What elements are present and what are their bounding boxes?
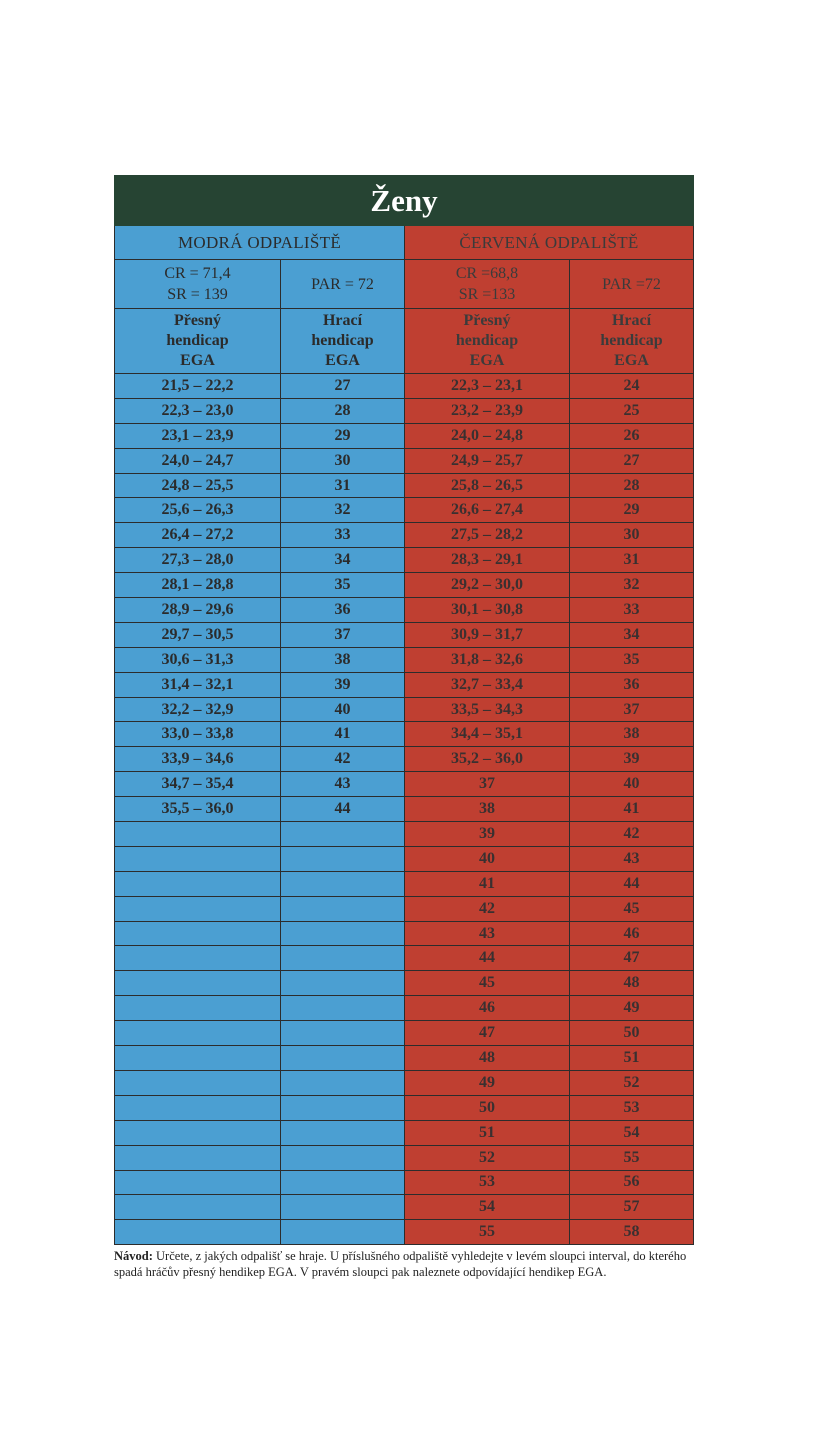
red-exact-handicap-cell: 33,5 – 34,3 <box>405 697 570 722</box>
red-exact-handicap-cell: 24,9 – 25,7 <box>405 448 570 473</box>
red-playing-handicap-cell: 50 <box>570 1021 694 1046</box>
table-row <box>115 747 694 772</box>
blue-playing-handicap-cell <box>281 1145 405 1170</box>
table-title: Ženy <box>115 176 694 226</box>
red-playing-handicap-cell: 40 <box>570 772 694 797</box>
red-playing-handicap-cell: 45 <box>570 896 694 921</box>
table-row <box>115 374 694 399</box>
table-row <box>115 697 694 722</box>
blue-playing-handicap-cell <box>281 1070 405 1095</box>
blue-exact-handicap-cell: 23,1 – 23,9 <box>115 423 281 448</box>
red-exact-handicap-cell: 28,3 – 29,1 <box>405 548 570 573</box>
blue-exact-handicap-cell: 24,8 – 25,5 <box>115 473 281 498</box>
blue-exact-handicap-cell: 34,7 – 35,4 <box>115 772 281 797</box>
red-playing-handicap-cell: 53 <box>570 1095 694 1120</box>
red-exact-handicap-cell: 27,5 – 28,2 <box>405 523 570 548</box>
red-playing-handicap-cell: 32 <box>570 573 694 598</box>
red-exact-handicap-cell: 30,9 – 31,7 <box>405 622 570 647</box>
red-playing-handicap-cell: 39 <box>570 747 694 772</box>
table-row <box>115 996 694 1021</box>
red-playing-handicap-cell: 36 <box>570 672 694 697</box>
table-row <box>115 473 694 498</box>
blue-playing-handicap-cell <box>281 846 405 871</box>
blue-tee-heading: MODRÁ ODPALIŠTĚ <box>115 226 405 260</box>
red-playing-handicap-cell: 26 <box>570 423 694 448</box>
red-exact-handicap-cell: 51 <box>405 1120 570 1145</box>
red-exact-handicap-cell: 38 <box>405 797 570 822</box>
red-exact-handicap-cell: 35,2 – 36,0 <box>405 747 570 772</box>
red-exact-handicap-cell: 47 <box>405 1021 570 1046</box>
handicap-table <box>114 175 694 1245</box>
red-exact-handicap-cell: 26,6 – 27,4 <box>405 498 570 523</box>
blue-playing-handicap-cell: 44 <box>281 797 405 822</box>
table-row <box>115 647 694 672</box>
blue-playing-handicap-cell: 40 <box>281 697 405 722</box>
blue-exact-handicap-cell <box>115 1220 281 1245</box>
table-row <box>115 498 694 523</box>
red-playing-handicap-cell: 35 <box>570 647 694 672</box>
blue-exact-handicap-cell <box>115 971 281 996</box>
red-exact-handicap-cell: 49 <box>405 1070 570 1095</box>
blue-exact-handicap-cell <box>115 871 281 896</box>
red-playing-handicap-cell: 30 <box>570 523 694 548</box>
header-line: Hrací <box>611 312 652 329</box>
red-tee-heading: ČERVENÁ ODPALIŠTĚ <box>405 226 694 260</box>
blue-playing-handicap-cell <box>281 1120 405 1145</box>
rating-row <box>115 260 694 309</box>
red-sr: SR =133 <box>458 286 516 303</box>
table-row <box>115 523 694 548</box>
blue-exact-handicap-cell <box>115 822 281 847</box>
blue-exact-handicap-cell: 28,9 – 29,6 <box>115 598 281 623</box>
blue-playing-handicap-cell: 34 <box>281 548 405 573</box>
table-row <box>115 971 694 996</box>
column-header-row <box>115 309 694 374</box>
blue-exact-handicap-cell <box>115 1095 281 1120</box>
blue-exact-handicap-cell: 30,6 – 31,3 <box>115 647 281 672</box>
red-playing-handicap-cell: 46 <box>570 921 694 946</box>
red-exact-handicap-header <box>405 309 570 374</box>
red-playing-handicap-cell: 55 <box>570 1145 694 1170</box>
header-line: EGA <box>614 352 649 369</box>
table-row <box>115 1070 694 1095</box>
blue-exact-handicap-cell <box>115 1145 281 1170</box>
blue-exact-handicap-cell: 29,7 – 30,5 <box>115 622 281 647</box>
red-exact-handicap-cell: 41 <box>405 871 570 896</box>
blue-exact-handicap-header <box>115 309 281 374</box>
blue-playing-handicap-cell <box>281 921 405 946</box>
table-row <box>115 398 694 423</box>
table-row <box>115 573 694 598</box>
red-playing-handicap-cell: 34 <box>570 622 694 647</box>
blue-playing-handicap-cell: 28 <box>281 398 405 423</box>
table-row <box>115 772 694 797</box>
red-exact-handicap-cell: 44 <box>405 946 570 971</box>
blue-playing-handicap-cell <box>281 1095 405 1120</box>
red-playing-handicap-cell: 51 <box>570 1046 694 1071</box>
red-exact-handicap-cell: 45 <box>405 971 570 996</box>
red-exact-handicap-cell: 32,7 – 33,4 <box>405 672 570 697</box>
blue-playing-handicap-cell <box>281 822 405 847</box>
blue-exact-handicap-cell: 33,9 – 34,6 <box>115 747 281 772</box>
header-line: Hrací <box>322 312 363 329</box>
blue-cr-sr <box>115 260 281 309</box>
red-exact-handicap-cell: 37 <box>405 772 570 797</box>
blue-playing-handicap-cell <box>281 1195 405 1220</box>
red-cr: CR =68,8 <box>455 265 519 282</box>
red-exact-handicap-cell: 43 <box>405 921 570 946</box>
header-line: Přesný <box>463 312 511 329</box>
blue-exact-handicap-cell: 28,1 – 28,8 <box>115 573 281 598</box>
red-playing-handicap-header <box>570 309 694 374</box>
blue-exact-handicap-cell: 32,2 – 32,9 <box>115 697 281 722</box>
table-row <box>115 946 694 971</box>
blue-exact-handicap-cell: 22,3 – 23,0 <box>115 398 281 423</box>
blue-playing-handicap-header <box>281 309 405 374</box>
blue-exact-handicap-cell: 21,5 – 22,2 <box>115 374 281 399</box>
red-exact-handicap-cell: 25,8 – 26,5 <box>405 473 570 498</box>
red-exact-handicap-cell: 54 <box>405 1195 570 1220</box>
title-row <box>115 176 694 226</box>
red-playing-handicap-cell: 29 <box>570 498 694 523</box>
red-playing-handicap-cell: 49 <box>570 996 694 1021</box>
red-playing-handicap-cell: 43 <box>570 846 694 871</box>
blue-exact-handicap-cell <box>115 846 281 871</box>
blue-exact-handicap-cell: 26,4 – 27,2 <box>115 523 281 548</box>
blue-exact-handicap-cell <box>115 1195 281 1220</box>
header-line: hendicap <box>600 332 663 349</box>
blue-exact-handicap-cell <box>115 1046 281 1071</box>
red-playing-handicap-cell: 28 <box>570 473 694 498</box>
red-exact-handicap-cell: 50 <box>405 1095 570 1120</box>
blue-exact-handicap-cell <box>115 921 281 946</box>
note-label: Návod: <box>114 1249 153 1263</box>
red-playing-handicap-cell: 54 <box>570 1120 694 1145</box>
note-text: Určete, z jakých odpališť se hraje. U příslušného odpaliště vyhledejte v levém sloupci interval, do kterého spadá hráčův přesný hendikep EGA. V pravém sloupci pak naleznete odpovídající hendikep EGA. <box>114 1249 687 1279</box>
table-row <box>115 423 694 448</box>
blue-playing-handicap-cell: 35 <box>281 573 405 598</box>
blue-exact-handicap-cell <box>115 996 281 1021</box>
blue-playing-handicap-cell: 37 <box>281 622 405 647</box>
blue-playing-handicap-cell: 31 <box>281 473 405 498</box>
table-row <box>115 896 694 921</box>
red-playing-handicap-cell: 33 <box>570 598 694 623</box>
blue-playing-handicap-cell: 41 <box>281 722 405 747</box>
table-row <box>115 672 694 697</box>
header-line: hendicap <box>166 332 229 349</box>
red-playing-handicap-cell: 37 <box>570 697 694 722</box>
red-playing-handicap-cell: 42 <box>570 822 694 847</box>
header-line: EGA <box>180 352 215 369</box>
blue-exact-handicap-cell: 24,0 – 24,7 <box>115 448 281 473</box>
blue-sr: SR = 139 <box>167 286 228 303</box>
header-line: EGA <box>469 352 505 369</box>
red-playing-handicap-cell: 31 <box>570 548 694 573</box>
blue-playing-handicap-cell: 32 <box>281 498 405 523</box>
blue-playing-handicap-cell <box>281 946 405 971</box>
blue-playing-handicap-cell <box>281 1021 405 1046</box>
header-line: hendicap <box>455 332 519 349</box>
blue-playing-handicap-cell: 36 <box>281 598 405 623</box>
red-playing-handicap-cell: 48 <box>570 971 694 996</box>
table-row <box>115 1220 694 1245</box>
red-playing-handicap-cell: 27 <box>570 448 694 473</box>
blue-playing-handicap-cell <box>281 996 405 1021</box>
red-playing-handicap-cell: 25 <box>570 398 694 423</box>
blue-playing-handicap-cell <box>281 871 405 896</box>
red-playing-handicap-cell: 41 <box>570 797 694 822</box>
blue-cr: CR = 71,4 <box>164 265 231 282</box>
red-exact-handicap-cell: 24,0 – 24,8 <box>405 423 570 448</box>
red-exact-handicap-cell: 31,8 – 32,6 <box>405 647 570 672</box>
red-exact-handicap-cell: 40 <box>405 846 570 871</box>
table-row <box>115 1170 694 1195</box>
table-row <box>115 1145 694 1170</box>
blue-exact-handicap-cell: 27,3 – 28,0 <box>115 548 281 573</box>
blue-playing-handicap-cell: 30 <box>281 448 405 473</box>
blue-playing-handicap-cell: 27 <box>281 374 405 399</box>
blue-exact-handicap-cell: 31,4 – 32,1 <box>115 672 281 697</box>
red-playing-handicap-cell: 44 <box>570 871 694 896</box>
table-row <box>115 1195 694 1220</box>
instructions-note <box>114 1248 699 1280</box>
red-exact-handicap-cell: 48 <box>405 1046 570 1071</box>
red-exact-handicap-cell: 52 <box>405 1145 570 1170</box>
blue-playing-handicap-cell: 39 <box>281 672 405 697</box>
blue-exact-handicap-cell <box>115 1021 281 1046</box>
table-row <box>115 622 694 647</box>
blue-exact-handicap-cell <box>115 1070 281 1095</box>
table-row <box>115 921 694 946</box>
blue-playing-handicap-cell: 43 <box>281 772 405 797</box>
table-row <box>115 1095 694 1120</box>
red-exact-handicap-cell: 29,2 – 30,0 <box>405 573 570 598</box>
blue-playing-handicap-cell <box>281 1046 405 1071</box>
red-exact-handicap-cell: 22,3 – 23,1 <box>405 374 570 399</box>
red-playing-handicap-cell: 24 <box>570 374 694 399</box>
table-row <box>115 548 694 573</box>
red-par: PAR =72 <box>570 260 694 309</box>
table-row <box>115 598 694 623</box>
table-row <box>115 871 694 896</box>
table-row <box>115 448 694 473</box>
handicap-table-container <box>114 175 693 1245</box>
red-exact-handicap-cell: 46 <box>405 996 570 1021</box>
blue-playing-handicap-cell: 29 <box>281 423 405 448</box>
table-row <box>115 797 694 822</box>
red-exact-handicap-cell: 39 <box>405 822 570 847</box>
blue-playing-handicap-cell: 42 <box>281 747 405 772</box>
red-exact-handicap-cell: 34,4 – 35,1 <box>405 722 570 747</box>
blue-playing-handicap-cell <box>281 1220 405 1245</box>
blue-playing-handicap-cell: 38 <box>281 647 405 672</box>
red-cr-sr <box>405 260 570 309</box>
red-exact-handicap-cell: 42 <box>405 896 570 921</box>
blue-playing-handicap-cell <box>281 1170 405 1195</box>
red-exact-handicap-cell: 55 <box>405 1220 570 1245</box>
blue-exact-handicap-cell: 33,0 – 33,8 <box>115 722 281 747</box>
blue-exact-handicap-cell <box>115 1170 281 1195</box>
blue-exact-handicap-cell: 35,5 – 36,0 <box>115 797 281 822</box>
red-playing-handicap-cell: 47 <box>570 946 694 971</box>
blue-playing-handicap-cell: 33 <box>281 523 405 548</box>
table-row <box>115 1120 694 1145</box>
blue-exact-handicap-cell: 25,6 – 26,3 <box>115 498 281 523</box>
blue-exact-handicap-cell <box>115 1120 281 1145</box>
blue-exact-handicap-cell <box>115 946 281 971</box>
table-row <box>115 722 694 747</box>
red-playing-handicap-cell: 58 <box>570 1220 694 1245</box>
table-row <box>115 822 694 847</box>
tee-heading-row <box>115 226 694 260</box>
header-line: Přesný <box>173 312 222 329</box>
red-playing-handicap-cell: 57 <box>570 1195 694 1220</box>
blue-playing-handicap-cell <box>281 896 405 921</box>
red-exact-handicap-cell: 23,2 – 23,9 <box>405 398 570 423</box>
red-playing-handicap-cell: 52 <box>570 1070 694 1095</box>
table-row <box>115 846 694 871</box>
red-playing-handicap-cell: 56 <box>570 1170 694 1195</box>
red-exact-handicap-cell: 53 <box>405 1170 570 1195</box>
table-row <box>115 1021 694 1046</box>
blue-exact-handicap-cell <box>115 896 281 921</box>
blue-par: PAR = 72 <box>281 260 405 309</box>
red-playing-handicap-cell: 38 <box>570 722 694 747</box>
red-exact-handicap-cell: 30,1 – 30,8 <box>405 598 570 623</box>
table-row <box>115 1046 694 1071</box>
header-line: hendicap <box>311 332 374 349</box>
header-line: EGA <box>325 352 360 369</box>
blue-playing-handicap-cell <box>281 971 405 996</box>
